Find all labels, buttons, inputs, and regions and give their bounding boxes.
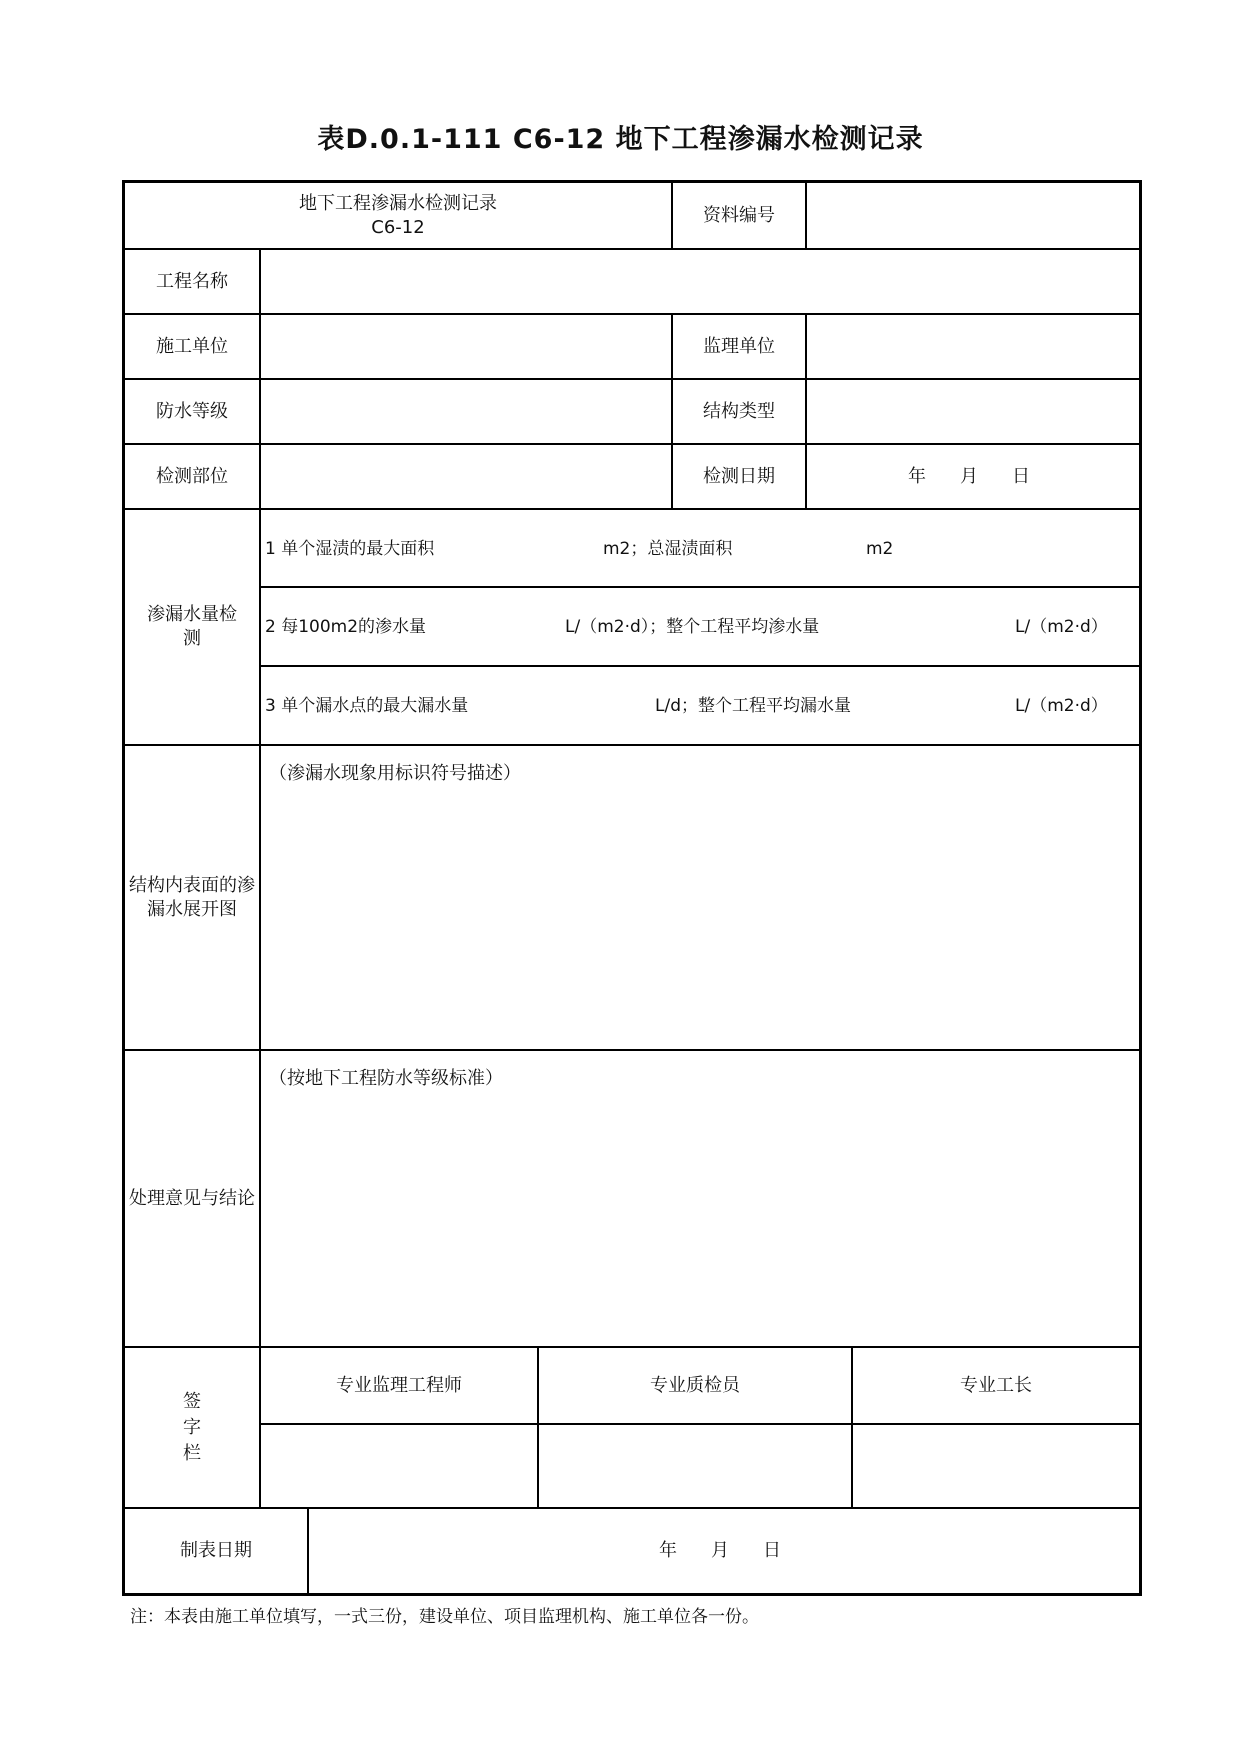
waterproof-grade-label: 防水等级: [156, 400, 228, 422]
made-date-label: 制表日期: [180, 1540, 252, 1561]
signature-role-foreman: 专业工长: [960, 1374, 1032, 1396]
record-no-field[interactable]: [807, 183, 1139, 248]
record-no-label: 资料编号: [703, 204, 775, 226]
signature-field-foreman[interactable]: [853, 1425, 1139, 1507]
project-name-label: 工程名称: [156, 270, 228, 292]
structure-type-label: 结构类型: [703, 400, 775, 422]
measure-divider: [259, 665, 1139, 667]
conclusion-area[interactable]: [261, 1051, 1139, 1346]
made-date-field[interactable]: 年 月 日: [659, 1540, 789, 1561]
measurement-row-2-unit1: L/（m2·d）；整个工程平均渗水量: [565, 617, 820, 637]
measurement-row-2-item: 2 每100m2的渗水量: [265, 617, 427, 637]
signature-label-cell: [125, 1348, 259, 1507]
leak-diagram-area[interactable]: [261, 746, 1139, 1049]
project-name-field[interactable]: [261, 250, 1139, 313]
form-name-cell: [125, 183, 671, 248]
contractor-field[interactable]: [261, 315, 671, 378]
measurement-row-3-unit1: L/d；整个工程平均漏水量: [655, 696, 851, 716]
contractor-label: 施工单位: [156, 335, 228, 357]
inspection-location-field[interactable]: [261, 445, 671, 508]
measurement-row-3-item: 3 单个漏水点的最大漏水量: [265, 696, 469, 716]
measurement-label: 渗漏水量检测: [147, 604, 237, 649]
leak-diagram-hint: （渗漏水现象用标识符号描述）: [269, 763, 521, 784]
supervisor-field[interactable]: [807, 315, 1139, 378]
form-name: 地下工程渗漏水检测记录: [299, 192, 497, 214]
signature-role-supervisor: 专业监理工程师: [336, 1374, 462, 1396]
signature-label: 签字栏: [183, 1390, 201, 1464]
supervisor-label: 监理单位: [703, 335, 775, 357]
measurement-row-2-unit2: L/（m2·d）: [1015, 617, 1108, 637]
signature-field-supervisor[interactable]: [261, 1425, 537, 1507]
row-divider: [125, 508, 1139, 510]
measure-divider: [259, 586, 1139, 588]
waterproof-grade-field[interactable]: [261, 380, 671, 443]
signature-field-inspector[interactable]: [539, 1425, 851, 1507]
structure-type-field[interactable]: [807, 380, 1139, 443]
conclusion-hint: （按地下工程防水等级标准）: [269, 1068, 503, 1089]
form-note: 注：本表由施工单位填写，一式三份，建设单位、项目监理机构、施工单位各一份。: [130, 1607, 759, 1627]
inspection-location-label: 检测部位: [156, 465, 228, 487]
measurement-row-1-unit1: m2；总湿渍面积: [603, 539, 733, 559]
page-title: 表D.0.1-111 C6-12 地下工程渗漏水检测记录: [317, 124, 924, 155]
inspection-date-label: 检测日期: [703, 465, 775, 487]
inspection-date-field[interactable]: 年 月 日: [908, 465, 1038, 487]
form-code: C6-12: [371, 216, 425, 238]
conclusion-label: 处理意见与结论: [129, 1187, 255, 1209]
leak-diagram-label: 结构内表面的渗漏水展开图: [129, 874, 255, 920]
measurement-row-1-unit2: m2: [866, 539, 894, 559]
signature-role-inspector: 专业质检员: [650, 1374, 740, 1396]
measurement-row-1-item: 1 单个湿渍的最大面积: [265, 539, 435, 559]
leak-inspection-form: [122, 180, 1142, 1596]
measurement-row-3-unit2: L/（m2·d）: [1015, 696, 1108, 716]
